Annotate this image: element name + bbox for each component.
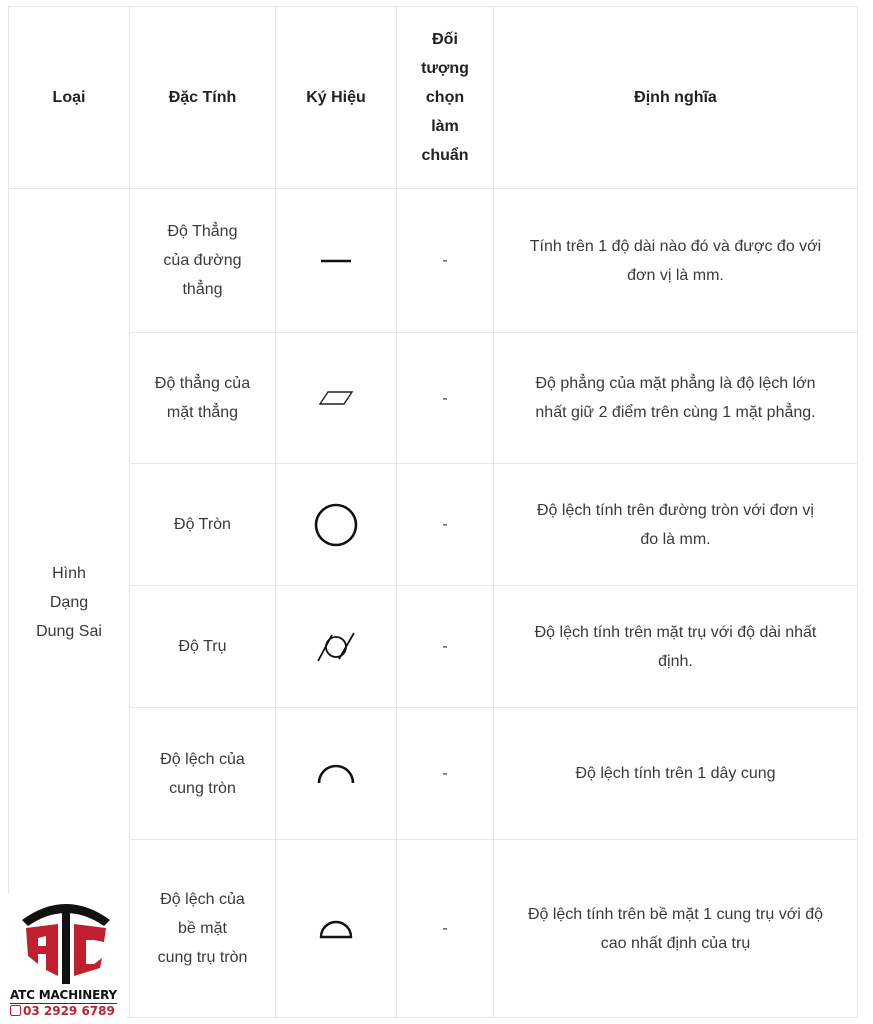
property-cell: Độ Thẳng của đường thẳng — [130, 189, 276, 333]
property-cell: Độ thẳng của mặt thẳng — [130, 333, 276, 464]
atc-logo — [6, 894, 126, 1018]
reference-cell: - — [397, 189, 494, 333]
logo-company-name: ATC MACHINERY — [10, 988, 117, 1002]
header-definition: Định nghĩa — [494, 7, 858, 189]
definition-cell: Độ lệch tính trên 1 dây cung — [494, 708, 858, 840]
definition-cell: Tính trên 1 độ dài nào đó và được đo với đơn vị là mm. — [494, 189, 858, 333]
symbol-cell — [276, 708, 397, 840]
table-row — [9, 189, 858, 333]
phone-icon — [10, 1005, 21, 1016]
gdt-table — [8, 6, 858, 1018]
flatness-icon — [318, 390, 354, 406]
symbol-cell — [276, 189, 397, 333]
table-row — [9, 586, 858, 708]
surface-profile-icon — [318, 918, 354, 940]
logo-phone: 03 2929 6789 — [10, 1004, 115, 1018]
header-type: Loại — [9, 7, 130, 189]
reference-cell: - — [397, 464, 494, 586]
reference-cell: - — [397, 840, 494, 1018]
atc-shield-icon — [18, 894, 114, 986]
property-cell: Độ Trụ — [130, 586, 276, 708]
reference-cell: - — [397, 333, 494, 464]
definition-cell: Độ phẳng của mặt phẳng là độ lệch lớn nhất giữ 2 điểm trên cùng 1 mặt phẳng. — [494, 333, 858, 464]
definition-cell: Độ lệch tính trên mặt trụ với độ dài nhất định. — [494, 586, 858, 708]
table-row — [9, 464, 858, 586]
definition-cell: Độ lệch tính trên đường tròn với đơn vị đo là mm. — [494, 464, 858, 586]
table-row — [9, 840, 858, 1018]
type-cell: Hình Dạng Dung Sai — [9, 189, 130, 1018]
line-profile-icon — [316, 763, 356, 785]
reference-cell: - — [397, 586, 494, 708]
property-cell: Độ Tròn — [130, 464, 276, 586]
header-symbol: Ký Hiệu — [276, 7, 397, 189]
symbol-cell — [276, 840, 397, 1018]
table-row — [9, 333, 858, 464]
property-cell: Độ lệch của cung tròn — [130, 708, 276, 840]
symbol-cell — [276, 333, 397, 464]
symbol-cell — [276, 586, 397, 708]
symbol-cell — [276, 464, 397, 586]
table-row — [9, 708, 858, 840]
reference-cell: - — [397, 708, 494, 840]
circularity-icon — [313, 502, 359, 548]
property-cell: Độ lệch của bề mặt cung trụ tròn — [130, 840, 276, 1018]
header-row — [9, 7, 858, 189]
header-reference: Đối tượng chọn làm chuẩn — [397, 7, 494, 189]
definition-cell: Độ lệch tính trên bề mặt 1 cung trụ với độ cao nhất định của trụ — [494, 840, 858, 1018]
cylindricity-icon — [314, 630, 358, 664]
straightness-icon — [319, 256, 353, 266]
header-property: Đặc Tính — [130, 7, 276, 189]
